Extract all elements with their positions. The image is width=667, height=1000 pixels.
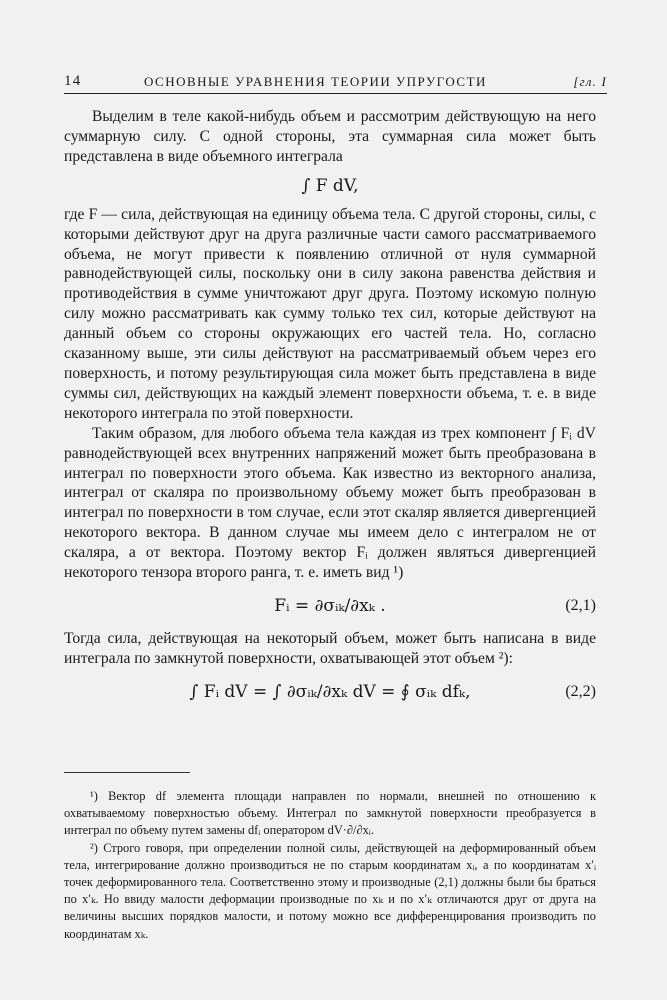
- footnote-1: ¹) Вектор df элемента площади направлен по нормали, внешней по отношению к охватываемому поверхностью объему. Интеграл по замкнутой поверхности преобразуется в интеграл по объему путем замены dfᵢ оператором dV·∂/∂xᵢ.: [64, 789, 596, 838]
- equation-number-2-1: (2,1): [565, 596, 596, 614]
- header-rule: [64, 93, 607, 94]
- paragraph-1: Выделим в теле какой-нибудь объем и рассмотрим действующую на него суммарную силу. С одной стороны, эта суммарная сила может быть представлена в виде объемного интеграла: [64, 108, 596, 165]
- footnote-2: ²) Строго говоря, при определении полной силы, действующей на деформированный объем тела, интегрирование должно производиться не по старым координатам xᵢ, а по координатам x′ᵢ точек деформированного тела. Соответственно этому и производные (2,1) должны были бы браться по x′ₖ. Но ввиду малости деформации производные по xₖ и по x′ₖ отличаются друг от друга на величины высших порядков малости, и потому можно все дифференцирования производить по координатам xₖ.: [64, 840, 596, 941]
- running-title: ОСНОВНЫЕ УРАВНЕНИЯ ТЕОРИИ УПРУГОСТИ: [144, 74, 487, 89]
- formula-2-1: [64, 587, 596, 625]
- paragraph-3: Таким образом, для любого объема тела каждая из трех компонент ∫ Fᵢ dV равнодействующей всех внутренних напряжений может быть преобразована в интеграл по поверхности этого объема. Как известно из векторного анализа, интеграл от скаляра по произвольному объему может быть преобразован в интеграл по поверхности в том случае, если этот скаляр является дивергенцией некоторого вектора. В данном случае мы имеем дело с интегралом не от скаляра, а от вектора. Поэтому вектор Fᵢ должен являться дивергенцией некоторого тензора второго ранга, т. е. иметь вид ¹): [64, 424, 596, 582]
- formula-2-1-text: Fᵢ = ∂σᵢₖ/∂xₖ .: [274, 595, 386, 616]
- main-text: [64, 107, 596, 715]
- equation-number-2-2: (2,2): [565, 682, 596, 700]
- formula-2-2-text: ∫ Fᵢ dV = ∫ ∂σᵢₖ/∂xₖ dV = ∮ σᵢₖ dfₖ,: [189, 681, 471, 702]
- page-number: 14: [64, 73, 82, 89]
- footnote-rule: [64, 772, 190, 773]
- paragraph-2: где F — сила, действующая на единицу объема тела. С другой стороны, силы, с которыми действуют друг на друга различные части самого рассматриваемого объема, не могут привести к появлению отличной от нуля суммарной равнодействующей силы, поскольку они в силу закона равенства действия и противодействия в сумме уничтожают друг друга. Поэтому искомую полную силу можно рассматривать как сумму только тех сил, которые действуют на данный объем со стороны окружающих его частей тела. Но, согласно сказанному выше, эти силы действуют на рассматриваемый объем через его поверхность, и потому результирующая сила может быть представлена в виде суммы сил, действующих на каждый элемент поверхности объема, т. е. в виде некоторого интеграла по этой поверхности.: [64, 205, 596, 422]
- formula-2-2: [64, 673, 596, 711]
- footnotes: [64, 788, 596, 943]
- page-header: [64, 70, 607, 92]
- formula-1-text: ∫ F dV,: [301, 175, 359, 196]
- chapter-label: [гл. I: [573, 74, 607, 89]
- formula-volume-integral: [64, 171, 596, 201]
- paragraph-4: Тогда сила, действующая на некоторый объем, может быть написана в виде интеграла по замкнутой поверхности, охватывающей этот объем ²):: [64, 629, 596, 667]
